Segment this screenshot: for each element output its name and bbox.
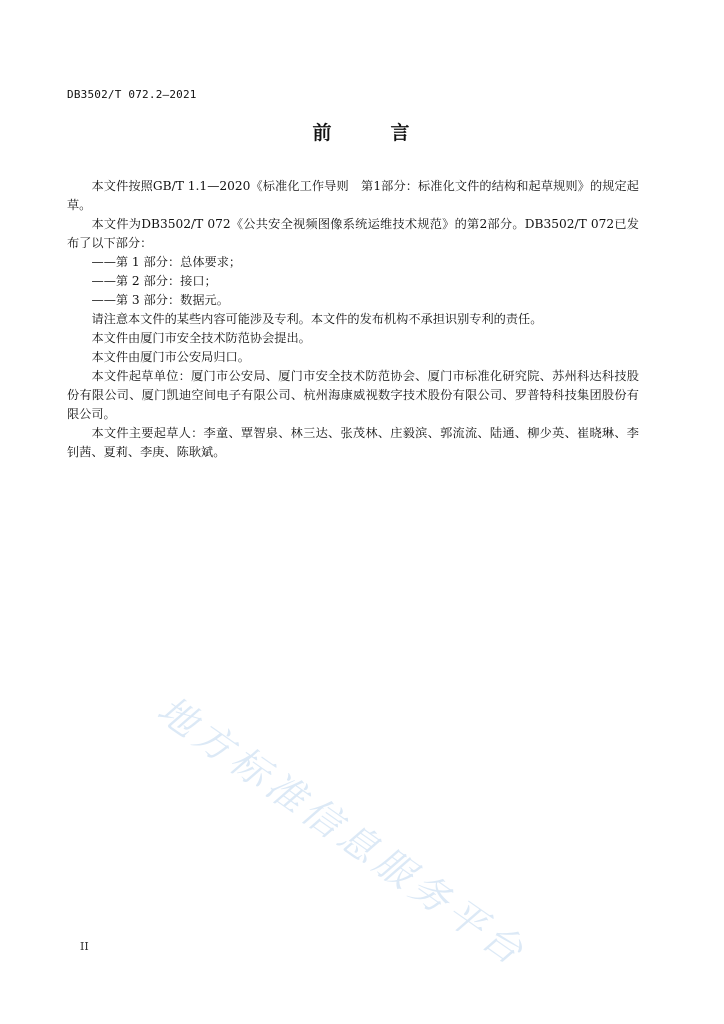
page-title: 前 言 (312, 122, 430, 144)
paragraph-administrator: 本文件由厦门市公安局归口。 (91, 350, 250, 364)
paragraph-drafting-units: 本文件起草单位：厦门市公安局、厦门市安全技术防范协会、厦门市标准化研究院、苏州科达科技股份有限公司、厦门凯迪空间电子有限公司、杭州海康威视数字技术股份有限公司、罗普特科技集团股份有限公司。 (67, 369, 639, 421)
list-item-part-1: ——第 1 部分：总体要求； (91, 255, 242, 269)
paragraph-proposer: 本文件由厦门市安全技术防范协会提出。 (91, 331, 311, 345)
list-item-part-2: ——第 2 部分：接口； (91, 274, 217, 288)
paragraph-drafters: 本文件主要起草人：李童、覃智泉、林三达、张茂林、庄毅滨、郭流流、陆通、柳少英、崔晓琳、李钊茜、夏莉、李庚、陈耿斌。 (67, 426, 639, 459)
paragraph-drafting-basis: 本文件按照GB/T 1.1—2020《标准化工作导则 第1部分：标准化文件的结构和起草规则》的规定起草。 (67, 179, 639, 212)
page-number: II (80, 940, 89, 953)
list-item-part-3: ——第 3 部分：数据元。 (91, 293, 229, 307)
paragraph-series-intro: 本文件为DB3502/T 072《公共安全视频图像系统运维技术规范》的第2部分。DB3502/T 072已发布了以下部分： (67, 217, 639, 250)
paragraph-patent-notice: 请注意本文件的某些内容可能涉及专利。本文件的发布机构不承担识别专利的责任。 (91, 312, 543, 326)
standard-code: DB3502/T 072.2—2021 (67, 88, 197, 101)
foreword-body (67, 177, 639, 462)
watermark: 地方标准信息服务平台 (149, 687, 536, 976)
